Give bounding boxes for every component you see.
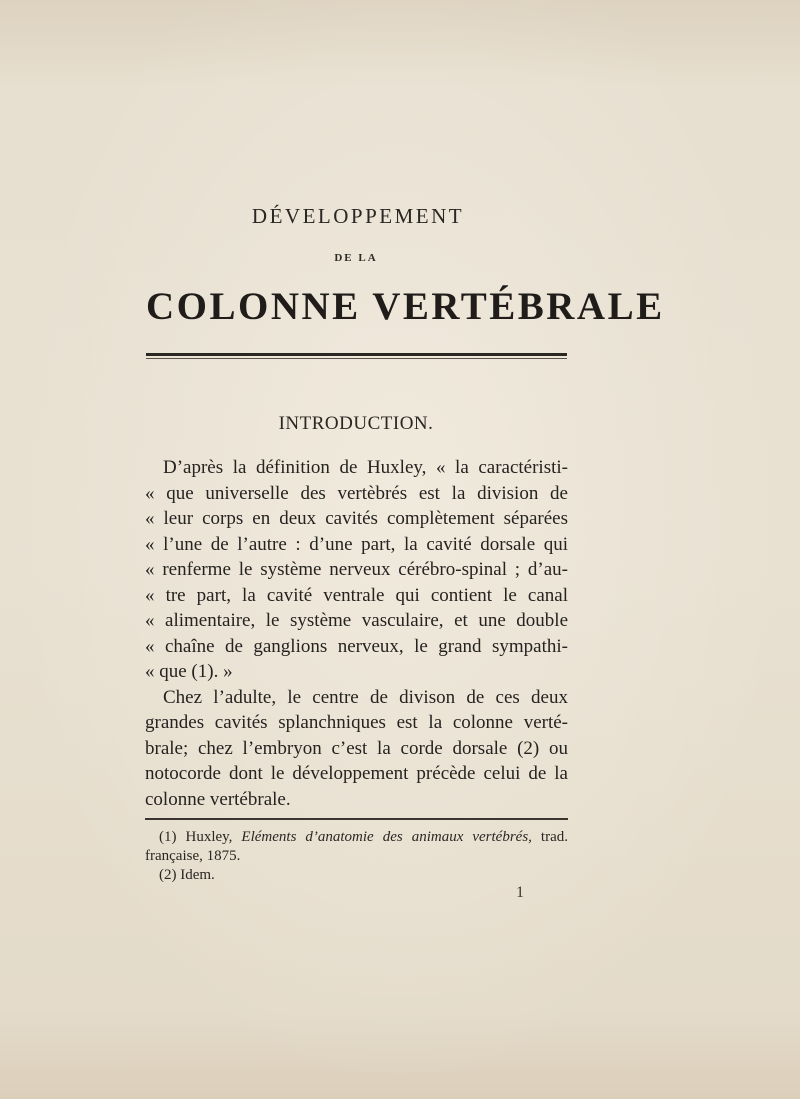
body-line: « l’une de l’autre : d’une part, la cavité dorsale qui [145, 533, 568, 555]
body-text [145, 455, 568, 812]
title-line-3: COLONNE VERTÉBRALE [146, 285, 665, 328]
body-line: brale; chez l’embryon c’est la corde dorsale (2) ou [145, 737, 568, 759]
body-line: « alimentaire, le système vasculaire, et une double [145, 610, 568, 631]
title-rule-thin [146, 358, 567, 359]
body-line: D’après la définition de Huxley, « la caractéristi- [163, 457, 568, 478]
footnote-1-continued: française, 1875. [145, 848, 241, 864]
page-number: 1 [516, 884, 524, 901]
body-line: Chez l’adulte, le centre de divison de ces deux [163, 686, 568, 708]
body-line: « tre part, la cavité ventrale qui contient le canal [145, 584, 568, 606]
title-line-1: DÉVELOPPEMENT [251, 204, 465, 228]
footnote-1-title: Eléments d’anatomie des animaux vertébrés, [241, 829, 532, 845]
title-rule-thick [146, 353, 567, 356]
body-line: « que universelle des vertèbrés est la division de [145, 482, 568, 504]
body-line: colonne vertébrale. [145, 788, 291, 810]
body-line: notocorde dont le développement précède celui de la [145, 763, 568, 784]
footnote-1 [145, 828, 568, 847]
body-line: « chaîne de ganglions nerveux, le grand sympathi- [145, 635, 568, 657]
body-line: « leur corps en deux cavités complètement séparées [145, 508, 568, 529]
footnote-1-prefix: (1) Huxley, [159, 829, 242, 845]
body-line: « renferme le système nerveux cérébro-spinal ; d’au- [145, 559, 568, 580]
footnotes [145, 828, 568, 885]
body-line: grandes cavités splanchniques est la colonne verté- [145, 712, 568, 733]
footnote-rule [145, 818, 568, 820]
footnote-2: (2) Idem. [159, 867, 215, 883]
footnote-1-suffix: trad. [531, 829, 568, 845]
body-line: « que (1). » [145, 661, 233, 682]
title-line-2: DE LA [334, 252, 378, 264]
section-heading: INTRODUCTION. [278, 413, 434, 434]
